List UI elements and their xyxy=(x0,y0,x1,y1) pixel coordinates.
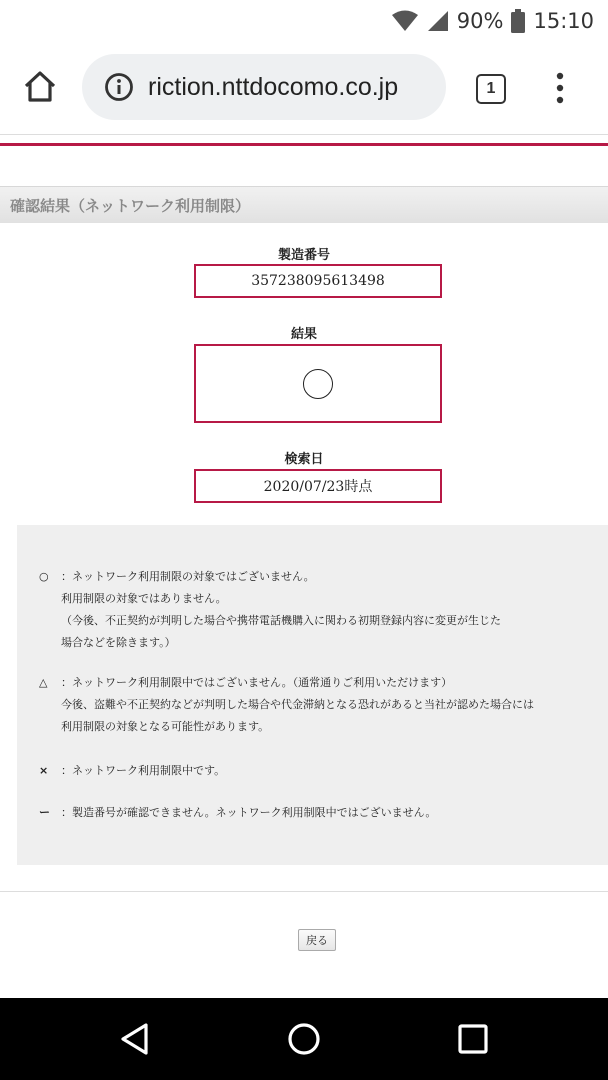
cell-signal-icon xyxy=(427,10,449,32)
header-accent-line xyxy=(0,143,608,146)
status-bar xyxy=(0,0,608,42)
browser-toolbar xyxy=(0,42,608,135)
legend-dash-symbol: ー xyxy=(39,806,50,819)
legend-circle-symbol: ○ xyxy=(39,570,49,583)
result-box xyxy=(194,344,442,423)
legend-circle-line4: 場合などを除きます。） xyxy=(61,636,176,649)
tab-count: 1 xyxy=(486,80,496,97)
tab-switcher-icon[interactable] xyxy=(476,74,506,104)
home-circle-icon[interactable] xyxy=(285,1020,323,1058)
legend-panel xyxy=(17,525,608,865)
url-text[interactable]: riction.nttdocomo.co.jp xyxy=(148,72,399,101)
result-label: 結果 xyxy=(290,327,317,342)
legend-triangle-line1: ：ネットワーク利用制限中ではございません。（通常通りご利用いただけます） xyxy=(61,676,453,689)
status-icons xyxy=(391,6,594,36)
legend-cross xyxy=(39,760,225,782)
search-date-box xyxy=(194,469,442,503)
legend-circle-line2: 利用制限の対象ではありません。 xyxy=(61,592,227,605)
legend-cross-line1: ：ネットワーク利用制限中です。 xyxy=(61,764,226,777)
clock: 15:10 xyxy=(533,9,594,33)
back-triangle-icon[interactable] xyxy=(116,1020,154,1058)
address-bar[interactable] xyxy=(82,54,446,120)
serial-value: 357238095613498 xyxy=(251,273,385,289)
legend-triangle-symbol: △ xyxy=(39,676,48,689)
legend-triangle xyxy=(39,672,534,738)
serial-label: 製造番号 xyxy=(277,248,330,263)
back-button[interactable]: 戻る xyxy=(298,929,336,951)
wifi-icon xyxy=(391,10,419,32)
home-icon[interactable] xyxy=(22,68,58,104)
legend-triangle-line2: 今後、盗難や不正契約などが判明した場合や代金滞納となる恐れがあると当社が認めた場合には xyxy=(61,698,534,711)
android-nav-bar xyxy=(0,998,608,1080)
search-date-label: 検索日 xyxy=(284,452,324,467)
recents-square-icon[interactable] xyxy=(454,1020,492,1058)
battery-icon xyxy=(511,9,525,33)
legend-dash-line1: ：製造番号が確認できません。ネットワーク利用制限中ではございません。 xyxy=(61,806,437,819)
info-icon[interactable] xyxy=(104,72,134,102)
result-circle-icon xyxy=(303,369,333,399)
serial-value-box xyxy=(194,264,442,298)
legend-circle-line1: ：ネットワーク利用制限の対象ではございません。 xyxy=(61,570,315,583)
legend-triangle-line3: 利用制限の対象となる可能性があります。 xyxy=(61,720,270,733)
bottom-divider xyxy=(0,891,608,892)
more-vert-icon[interactable] xyxy=(552,72,568,104)
legend-circle xyxy=(39,566,501,654)
search-date-value: 2020/07/23時点 xyxy=(263,479,373,495)
section-title-bar xyxy=(0,186,608,223)
section-title: 確認結果（ネットワーク利用制限） xyxy=(10,196,251,215)
battery-percent: 90% xyxy=(456,9,504,33)
legend-cross-symbol: × xyxy=(39,764,49,777)
legend-circle-line3: （今後、不正契約が判明した場合や携帯電話機購入に関わる初期登録内容に変更が生じた xyxy=(61,614,501,627)
legend-dash xyxy=(39,802,436,824)
